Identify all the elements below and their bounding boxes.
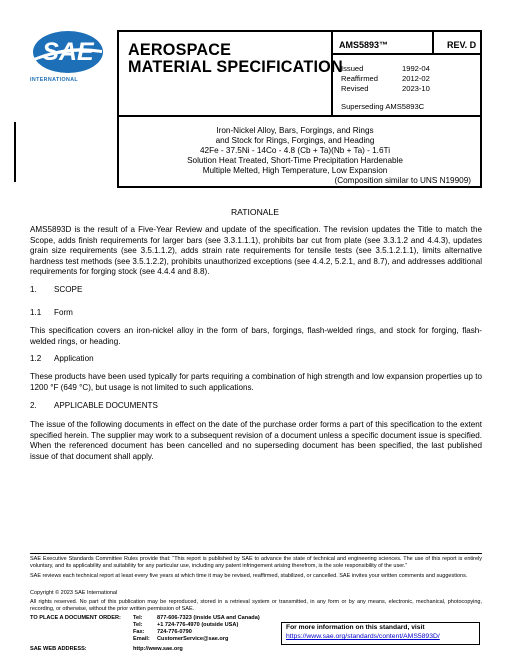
subtitle-line: Multiple Melted, High Temperature, Low Expansion	[202, 166, 388, 175]
section-number: 2.	[30, 401, 37, 410]
docno-underline	[331, 53, 482, 55]
section-number: 1.1	[30, 308, 42, 317]
issued-label: Issued	[341, 64, 364, 73]
subtitle-line: (Composition similar to UNS N19909)	[334, 176, 471, 185]
revision: REV. D	[447, 40, 477, 50]
contact-value: +1 724-776-4970 (outside USA)	[157, 622, 239, 628]
section-1-heading	[30, 285, 82, 294]
logo-text: SAE	[42, 38, 94, 66]
logo-subtext: INTERNATIONAL	[30, 77, 79, 83]
footer-rule	[30, 553, 482, 554]
contact-email[interactable]: CustomerService@sae.org	[157, 636, 229, 642]
subtitle-line: 42Fe - 37.5Ni - 14Co - 4.8 (Cb + Ta)(Nb + Ta) - 1.6Ti	[199, 146, 391, 155]
standard-link[interactable]: https://www.sae.org/standards/content/AMS5893D/	[286, 633, 440, 640]
subtitle-line: and Stock for Rings, Forgings, and Heading	[215, 136, 375, 145]
footer-copyright: Copyright © 2023 SAE International	[30, 590, 118, 596]
section-title: APPLICABLE DOCUMENTS	[54, 401, 158, 410]
revision-margin-bar	[14, 122, 16, 182]
rev-divider	[432, 30, 434, 54]
contact-label: Email:	[133, 636, 150, 642]
reaffirmed-date: 2012-02	[402, 74, 430, 83]
info-text: For more information on this standard, visit	[286, 624, 425, 631]
contact-label: Tel:	[133, 622, 143, 628]
section-number: 1.	[30, 285, 37, 294]
section-1-2-text: These products have been used typically for parts requiring a combination of high strength and low expansion properties up to 1200 °F (649 °C), but usage is not limited to such applications.	[30, 372, 482, 392]
issued-date: 1992-04	[402, 64, 430, 73]
section-title: Application	[54, 354, 94, 363]
section-2-heading	[30, 401, 158, 410]
contact-value: 877-606-7323 (inside USA and Canada)	[157, 615, 260, 621]
section-title: SCOPE	[54, 285, 83, 294]
title-line-1: AEROSPACE	[128, 41, 232, 59]
contact-label: Fax:	[133, 629, 145, 635]
subtitle-line: Solution Heat Treated, Short-Time Precipitation Hardenable	[187, 156, 403, 165]
section-1-2-heading	[30, 354, 94, 363]
header-border-bottom	[117, 115, 482, 117]
superseding: Superseding AMS5893C	[341, 102, 425, 111]
web-address-link[interactable]: http://www.sae.org	[133, 646, 183, 652]
title-line-2: MATERIAL SPECIFICATION	[128, 58, 343, 76]
section-number: 1.2	[30, 354, 42, 363]
section-title: Form	[54, 308, 73, 317]
contact-value: 724-776-0790	[157, 629, 192, 635]
footer-rules-text: SAE Executive Standards Committee Rules provide that: “This report is published by SAE to advance the state of technical and engineering sciences. The use of this report is entirely voluntary, and its applicability and suitability for any particular use, including any patent infringement arising therefrom, is the sole responsibility of the user.”	[30, 556, 482, 569]
footer-rights-text: All rights reserved. No part of this publication may be reproduced, stored in a retrieval system or transmitted, in any form or by any means, electronic, mechanical, photocopying, recording, or otherwise, without the prior written permission of SAE.	[30, 599, 482, 612]
subtitle-line: Iron-Nickel Alloy, Bars, Forgings, and Rings	[216, 126, 374, 135]
rationale-heading: RATIONALE	[230, 207, 280, 217]
header-border-left	[117, 30, 119, 116]
contact-label: Tel:	[133, 615, 143, 621]
revised-label: Revised	[341, 84, 369, 93]
footer-review-text: SAE reviews each technical report at least every five years at which time it may be revised, reaffirmed, stabilized, or cancelled. SAE invites your written comments and suggestions.	[30, 573, 468, 579]
reaffirmed-label: Reaffirmed	[341, 74, 379, 83]
subtitle-border-left	[117, 115, 119, 187]
revised-date: 2023-10	[402, 84, 430, 93]
subtitle-border-bottom	[117, 186, 482, 188]
section-2-text: The issue of the following documents in effect on the date of the purchase order forms a part of this specification to the extent specified herein. The supplier may work to a subsequent revision of a document unless a specific document issue is specified. When the referenced document has been cancelled and no superseding document has been specified, the last published issue of that document shall apply.	[30, 420, 482, 461]
document-number: AMS5893™	[339, 40, 389, 50]
section-1-1-heading	[30, 308, 73, 317]
order-label: TO PLACE A DOCUMENT ORDER:	[30, 615, 121, 621]
header-border-top	[117, 30, 482, 32]
web-address-label: SAE WEB ADDRESS:	[30, 646, 87, 652]
rationale-text: AMS5893D is the result of a Five-Year Review and update of the specification. The revision updates the Title to match the Scope, adds finish requirements for larger bars (see 3.3.1.1.1), prohibits bar cut from plate (see 3.3.1.2 and 4.4.3), updates grain size requirements (see 3.5.1.1.2), adds strain rate requirements for tensile tests (see 3.5.1.2.1.1), limits alternative hardness test methods (see 3.5.1.2.2), prohibits unauthorized exceptions (see 4.4.2, 5.2.1, and 8.7), and addresses additional requirements for forging stock (see 4.4.4 and 8.8).	[30, 225, 482, 277]
section-1-1-text: This specification covers an iron-nickel alloy in the form of bars, forgings, flash-welded rings, and stock for forging, flash-welded rings, or heading.	[30, 326, 482, 346]
sae-logo	[32, 30, 104, 74]
